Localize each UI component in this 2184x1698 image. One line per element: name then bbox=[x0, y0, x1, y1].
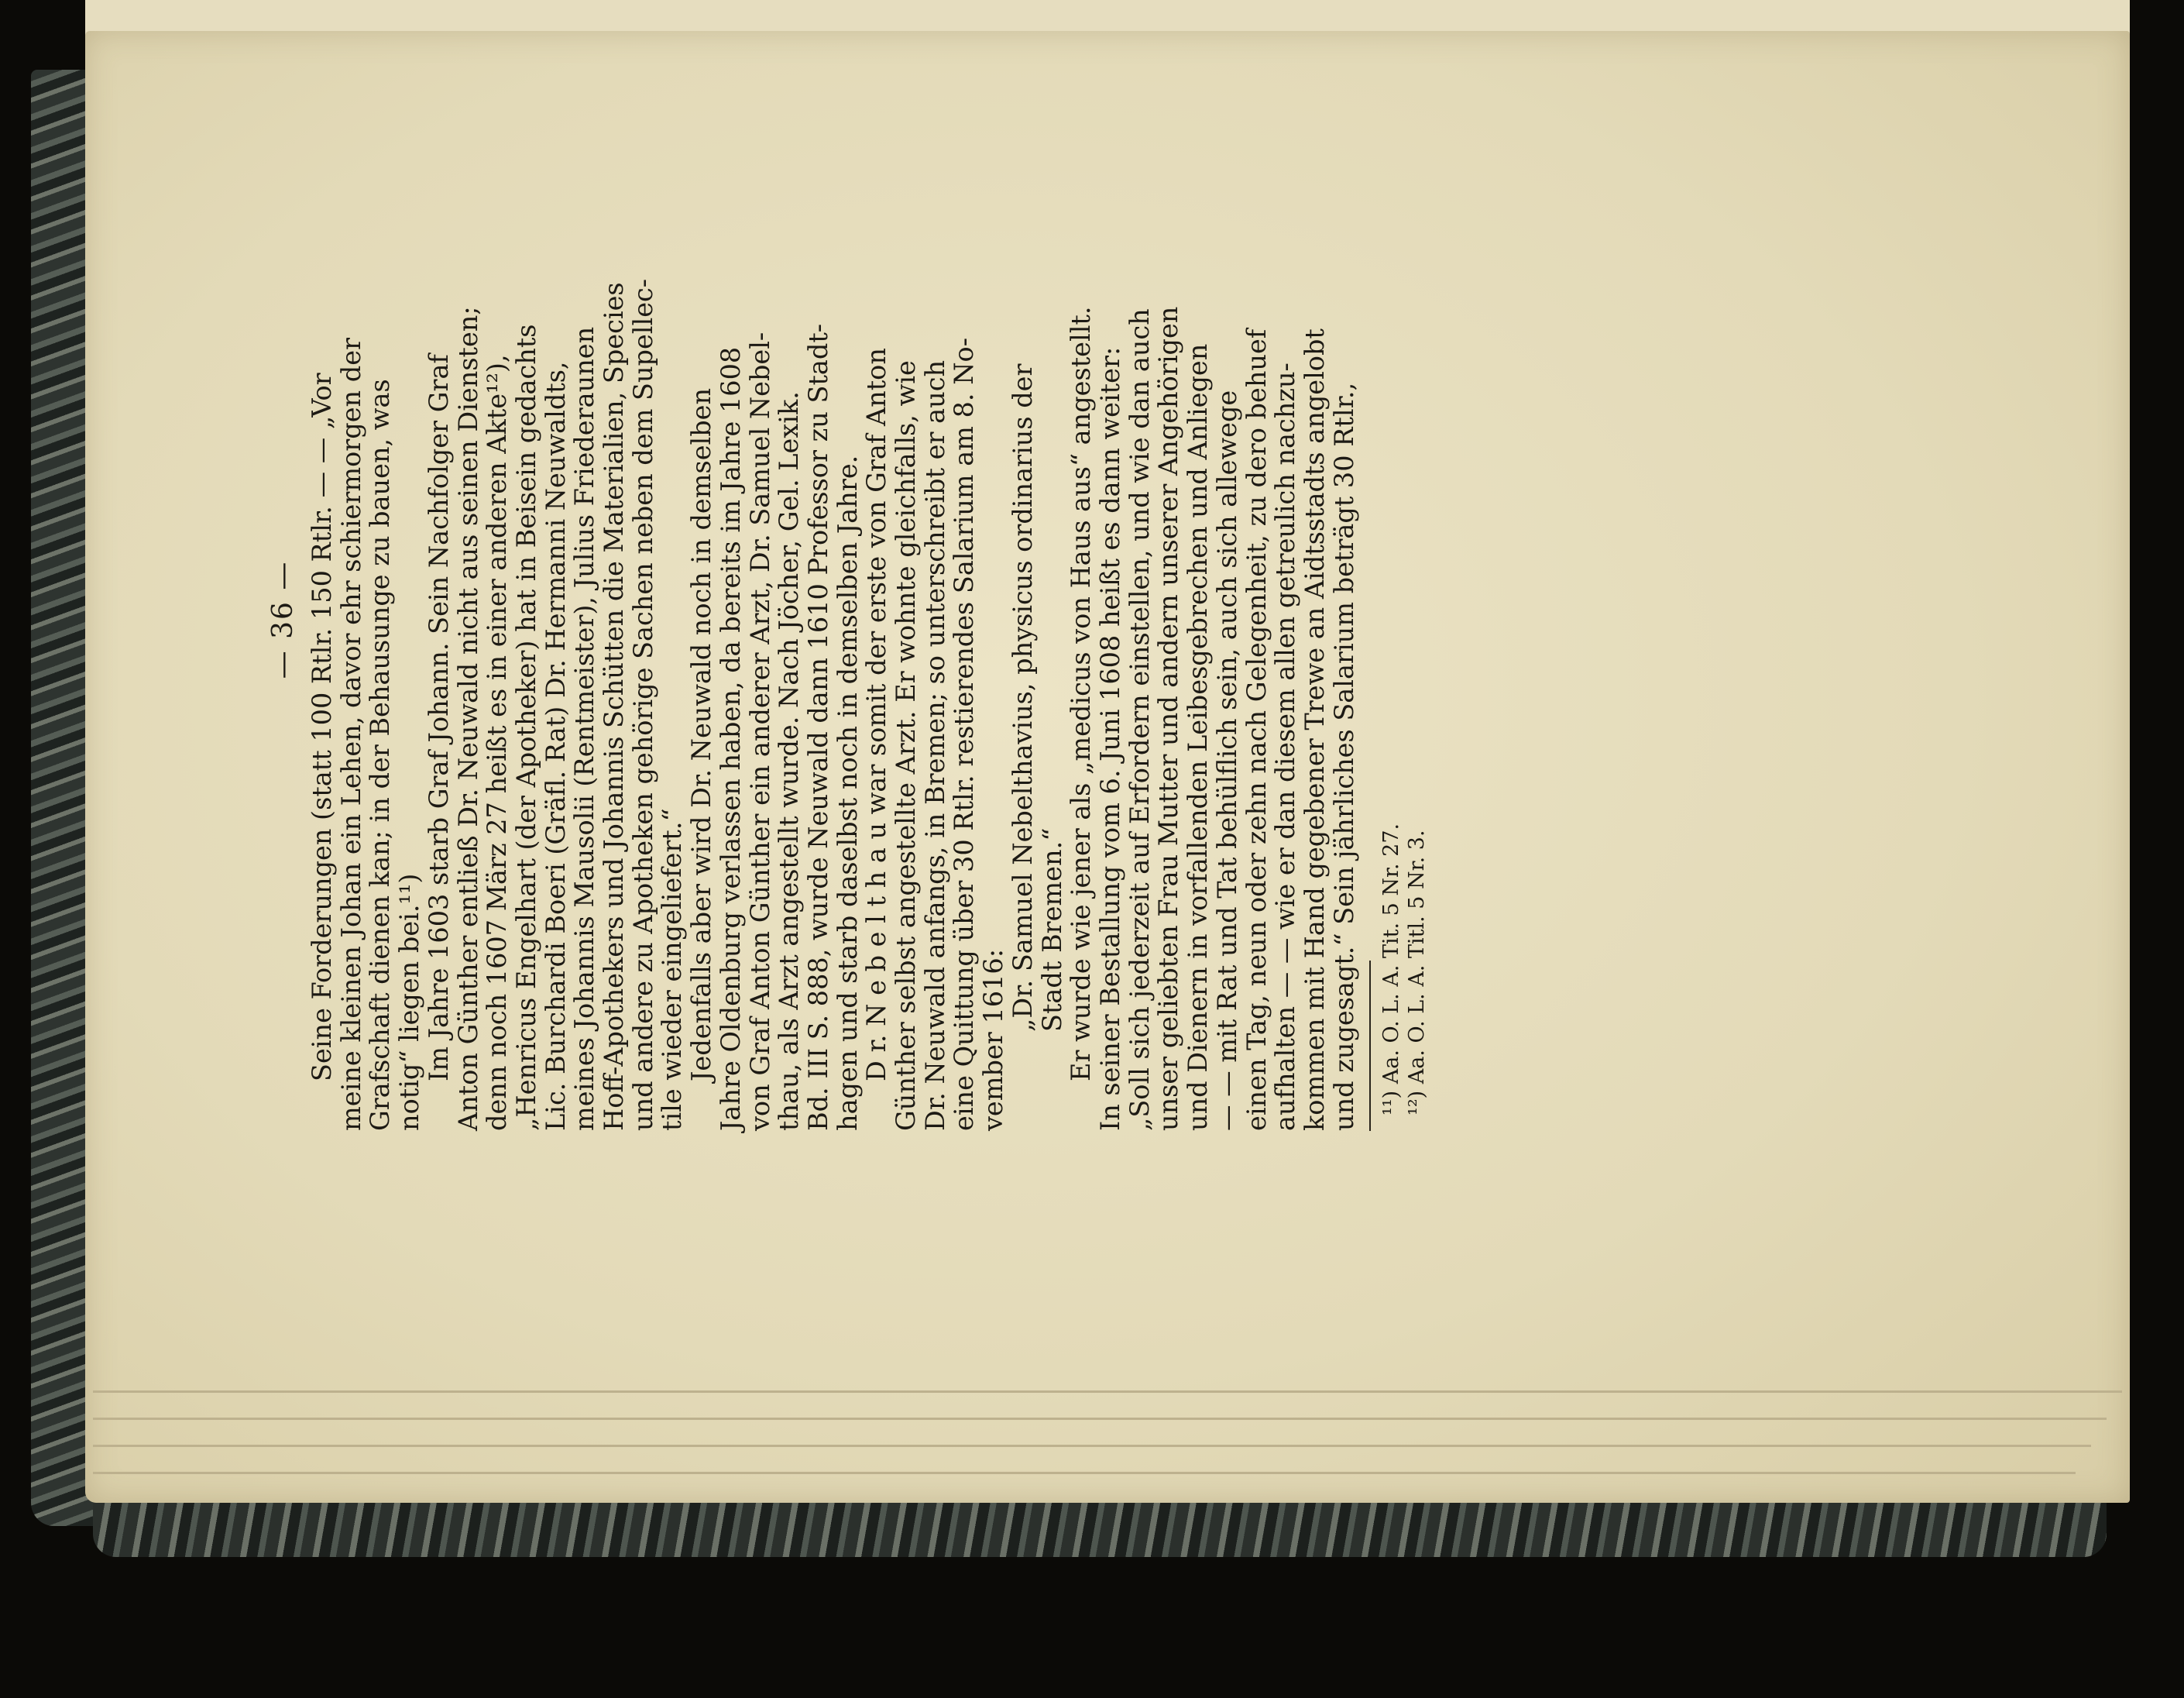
text-line: Günther selbst angestellte Arzt. Er wohnte gleichfalls, wie bbox=[891, 360, 922, 1131]
page-edge-line bbox=[93, 1472, 2076, 1474]
text-line: Dr. Neuwald anfangs, in Bremen; so unterschreibt er auch bbox=[919, 359, 950, 1131]
text-line: tile wieder eingeliefert.“ bbox=[657, 808, 688, 1131]
paragraph bbox=[687, 108, 862, 1131]
page-edge-line bbox=[93, 1390, 2122, 1393]
paragraph bbox=[424, 108, 687, 1131]
text-line: Anton Günther entließ Dr. Neuwald nicht aus seinen Diensten; bbox=[452, 306, 483, 1131]
quote-line: Stadt Bremen.“ bbox=[1036, 827, 1067, 1032]
text-line: Jahre Oldenburg verlassen haben, da bereits im Jahre 1608 bbox=[715, 346, 746, 1131]
text-line: thau, als Arzt angestellt wurde. Nach Jöcher, Gel. Lexik. bbox=[774, 391, 805, 1131]
footnote: ¹¹) Aa. O. L. A. Tit. 5 Nr. 27. bbox=[1379, 823, 1404, 1115]
quote bbox=[1008, 108, 1038, 1131]
book-cover-left bbox=[31, 70, 93, 1526]
text-line: Grafschaft dienen kan; in der Behausunge zu bauen, was bbox=[365, 379, 396, 1131]
page-number: — 36 — bbox=[267, 560, 299, 679]
text-line: vember 1616: bbox=[978, 949, 1009, 1131]
text-line: — — mit Rat und Tat behülflich sein, auch sich allewege bbox=[1211, 390, 1242, 1131]
text-line: hagen und starb daselbst noch in demselben Jahre. bbox=[832, 455, 863, 1131]
page-text-block bbox=[259, 108, 1855, 1131]
text-line: und zugesagt.“ Sein jährliches Salarium beträgt 30 Rtlr., bbox=[1328, 382, 1359, 1131]
page-edge-line bbox=[93, 1418, 2107, 1420]
text-line: Im Jahre 1603 starb Graf Johann. Sein Nachfolger Graf bbox=[423, 354, 454, 1081]
text-line: In seiner Bestallung vom 6. Juni 1608 heißt es dann weiter: bbox=[1094, 346, 1125, 1131]
text-line: Bd. III S. 888, wurde Neuwald dann 1610 Professor zu Stadt- bbox=[802, 323, 833, 1131]
text-line: aufhalten — — wie er dan diesem allen getreulich nachzu- bbox=[1270, 363, 1301, 1131]
page-edge-line bbox=[93, 1445, 2091, 1447]
text-line: von Graf Anton Günther ein anderer Arzt, Dr. Samuel Nebel- bbox=[744, 332, 775, 1131]
text-line: unser geliebten Frau Mutter und andern unserer Angehörigen bbox=[1153, 306, 1184, 1131]
text-line: D r. N e b e l t h a u war somit der erste von Graf Anton bbox=[861, 348, 892, 1081]
text-line: einen Tag, neun oder zehn nach Gelegenheit, zu dero behuef bbox=[1241, 328, 1272, 1131]
text-line: Er wurde wie jener als „medicus von Haus aus“ angestellt. bbox=[1066, 306, 1097, 1081]
quote-line: „Dr. Samuel Nebelthavius, physicus ordinarius der bbox=[1007, 363, 1038, 1032]
text-line: „Soll sich jederzeit auf Erfordern einstellen, und wie dan auch bbox=[1124, 308, 1155, 1131]
text-line: Jedenfalls aber wird Dr. Neuwald noch in demselben bbox=[686, 387, 717, 1081]
text-line: Lic. Burchardi Boeri (Gräfl. Rat) Dr. Hermanni Neuwaldts, bbox=[540, 361, 571, 1131]
footnote: ¹²) Aa. O. L. A. Titl. 5 Nr. 3. bbox=[1405, 830, 1430, 1115]
paragraph bbox=[862, 108, 1008, 1131]
text-line: denn noch 1607 März 27 heißt es in einer anderen Akte¹²), bbox=[482, 354, 513, 1131]
text-line: Hoff-Apothekers und Johannis Schütten die Materialien, Species bbox=[599, 282, 630, 1131]
text-line: kommen mit Hand gegebener Trewe an Aidtsstadts angelobt bbox=[1299, 328, 1330, 1131]
text-line: notig“ liegen bei.¹¹) bbox=[394, 873, 425, 1131]
paragraph bbox=[307, 108, 424, 1131]
text-line: meines Johannis Mausolii (Rentmeister), Julius Friederaunen bbox=[569, 326, 600, 1131]
quote-continuation bbox=[1038, 108, 1067, 1131]
footnote-rule bbox=[1369, 961, 1371, 1131]
book-cover-bottom bbox=[93, 1499, 2107, 1557]
text-line: und Dienern in vorfallenden Leibesgebrechen und Anliegen bbox=[1183, 343, 1214, 1131]
paragraph bbox=[1066, 108, 1358, 1131]
text-line: eine Quittung über 30 Rtlr. restierendes Salarium am 8. No- bbox=[949, 337, 980, 1131]
text-line: Seine Forderungen (statt 100 Rtlr. 150 Rtlr. — — „Vor bbox=[307, 373, 337, 1081]
text-line: „Henricus Engelhart (der Apotheker) hat in Beisein gedachts bbox=[510, 324, 541, 1131]
text-line: und andere zu Apotheken gehörige Sachen neben dem Supellec- bbox=[627, 278, 658, 1131]
text-line: meine kleinen Johan ein Lehen, davor ehr schiermorgen der bbox=[335, 337, 366, 1131]
